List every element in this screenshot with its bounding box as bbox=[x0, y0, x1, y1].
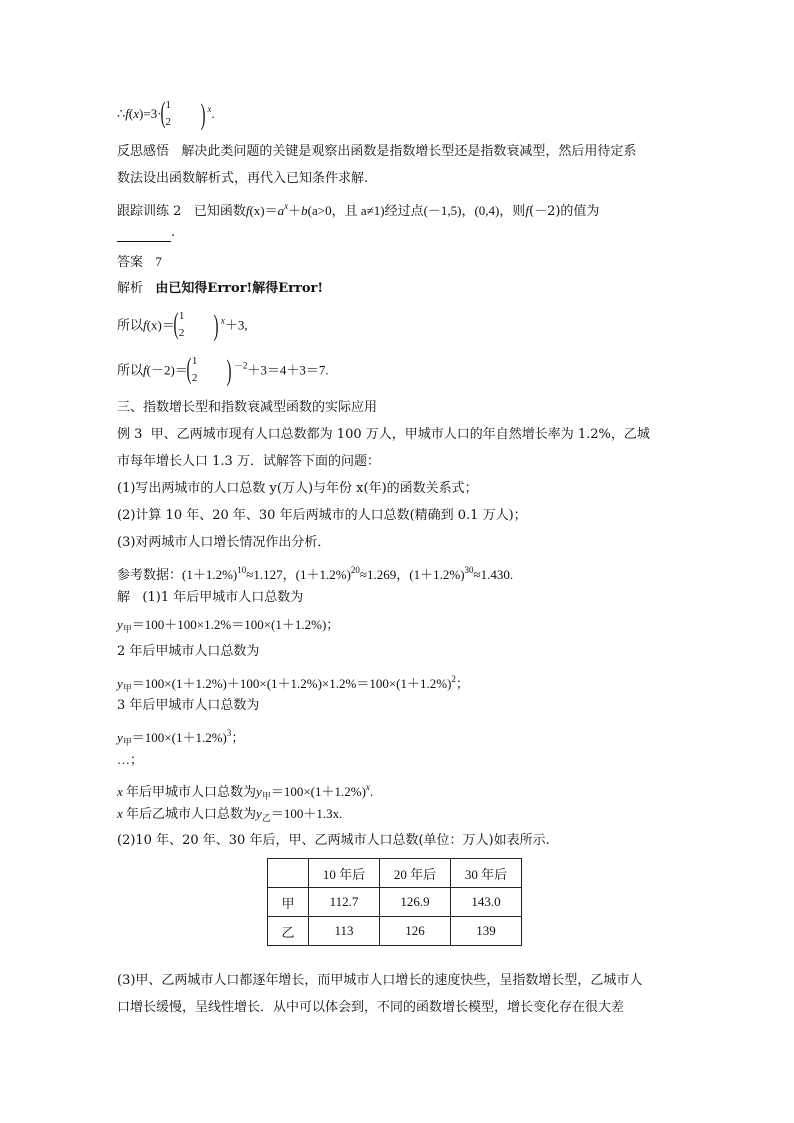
formula-f-top: ∴f(x)=3· ( 1 2 ) $^x$. bbox=[117, 96, 215, 131]
exercise-line: 跟踪训练 2 已知函数$f(x)=a^x+b(a>0$，且 a≠1)经过点(－1,5)，(0,4)，则f(－2)的值为 bbox=[117, 201, 600, 219]
table-header-cell: 30 年后 bbox=[451, 859, 522, 888]
analysis-text: 由已知得Error!解得Error! bbox=[155, 281, 324, 296]
conclusion-line-2: 口增长缓慢，呈线性增长．从中可以体会到，不同的函数增长模型，增长变化存在很大差 bbox=[117, 1000, 625, 1015]
analysis-label: 解析 bbox=[117, 281, 144, 296]
table-cell: 甲 bbox=[268, 888, 309, 917]
solution-formula-3: $y_甲=100\times(1+1.2\%)^3$； bbox=[117, 728, 245, 747]
table-row bbox=[268, 917, 522, 946]
population-table bbox=[267, 858, 522, 946]
exercise-blank-line: . bbox=[117, 224, 175, 242]
table-cell: 139 bbox=[451, 917, 522, 946]
reference-data: 参考数据：$(1+1.2\%)^{10}\approx 1.127$，$(1+1.2\%)^{20}\approx 1.269$，$(1+1.2\%)^{30}\approx 1.430$. bbox=[117, 565, 514, 583]
example-label: 例 3 bbox=[117, 427, 143, 442]
table-header-row bbox=[268, 859, 522, 888]
table-cell: 143.0 bbox=[451, 888, 522, 917]
table-header-cell bbox=[268, 859, 309, 888]
solution-line-1: 解 (1)1 年后甲城市人口总数为 bbox=[117, 590, 304, 605]
func-name: f bbox=[125, 105, 129, 121]
func-var: x bbox=[133, 105, 140, 121]
solution-line-2: 2 年后甲城市人口总数为 bbox=[117, 644, 260, 659]
solution-formula-4: x 年后甲城市人口总数为$y_甲=100\times(1+1.2\%)^x$. bbox=[117, 782, 374, 801]
reflection-line-2 bbox=[117, 170, 368, 188]
example-line-2: 市每年增长人口 1.3 万．试解答下面的问题： bbox=[117, 454, 380, 469]
solution-formula-1: $y_甲=100+100\times 1.2\%=100\times(1+1.2\%)$； bbox=[117, 617, 340, 634]
therefore-symbol: ∴ bbox=[117, 105, 126, 121]
answer-value: 7 bbox=[155, 254, 162, 269]
table-row bbox=[268, 888, 522, 917]
reflection-text-2: 数法设出函数解析式，再代入已知条件求解. bbox=[117, 171, 369, 186]
table-header-cell: 20 年后 bbox=[380, 859, 451, 888]
reflection-text-1: 解决此类问题的关键是观察出函数是指数增长型还是指数衰减型，然后用待定系 bbox=[181, 144, 637, 159]
reflection-label: 反思感悟 bbox=[117, 144, 170, 159]
solution-line-3: 3 年后甲城市人口总数为 bbox=[117, 698, 260, 713]
formula-eq: =3· bbox=[143, 105, 162, 121]
reflection-line-1 bbox=[117, 143, 636, 161]
exponent: x bbox=[207, 103, 212, 114]
conclusion-line-1: (3)甲、乙两城市人口都逐年增长，而甲城市人口增长的速度快些，呈指数增长型，乙城市人 bbox=[117, 973, 643, 988]
formula-so-2: 所以f(－2)＝ ( 1 2 ) $^{-2}$＋3＝4＋3＝7. bbox=[117, 352, 329, 387]
example-line-1: 例 3 甲、乙两城市现有人口总数都为 100 万人，甲城市人口的年自然增长率为 1.2%，乙城 bbox=[117, 427, 650, 442]
section-title: 三、指数增长型和指数衰减型函数的实际应用 bbox=[117, 400, 378, 415]
table-cell: 112.7 bbox=[309, 888, 380, 917]
solution-part-2: (2)10 年、20 年、30 年后，甲、乙两城市人口总数(单位：万人)如表所示. bbox=[117, 833, 550, 848]
exercise-text: 已知函数 bbox=[193, 204, 246, 219]
analysis-line bbox=[117, 280, 323, 298]
question-3: (3)对两城市人口增长情况作出分析． bbox=[117, 535, 331, 550]
question-1: (1)写出两城市的人口总数 y(万人)与年份 x(年)的函数关系式； bbox=[117, 481, 478, 496]
answer-line bbox=[117, 253, 162, 272]
fraction-half: ( 1 2 bbox=[186, 352, 198, 385]
solution-ellipsis: …； bbox=[117, 752, 144, 767]
fraction-half: ( 1 2 bbox=[160, 96, 172, 129]
answer-label: 答案 bbox=[117, 255, 144, 270]
solution-formula-2: $y_甲=100\times(1+1.2\%)+100\times(1+1.2\%)\times 1.2\%=100\times(1+1.2\%)^2$； bbox=[117, 674, 469, 693]
table-cell: 乙 bbox=[268, 917, 309, 946]
solution-label: 解 bbox=[117, 590, 131, 605]
table-header-cell: 10 年后 bbox=[309, 859, 380, 888]
solution-formula-5: x 年后乙城市人口总数为$y_乙=100+1.3x$. bbox=[117, 806, 343, 823]
table-cell: 126 bbox=[380, 917, 451, 946]
fraction-half: ( 1 2 bbox=[173, 307, 185, 340]
question-2: (2)计算 10 年、20 年、30 年后两城市的人口总数(精确到 0.1 万人)； bbox=[117, 508, 527, 523]
answer-blank bbox=[117, 229, 171, 242]
table-cell: 113 bbox=[309, 917, 380, 946]
exercise-label: 跟踪训练 2 bbox=[117, 204, 182, 219]
table-cell: 126.9 bbox=[380, 888, 451, 917]
formula-so-1: 所以f(x)＝ ( 1 2 ) $^x$＋3, bbox=[117, 307, 248, 342]
